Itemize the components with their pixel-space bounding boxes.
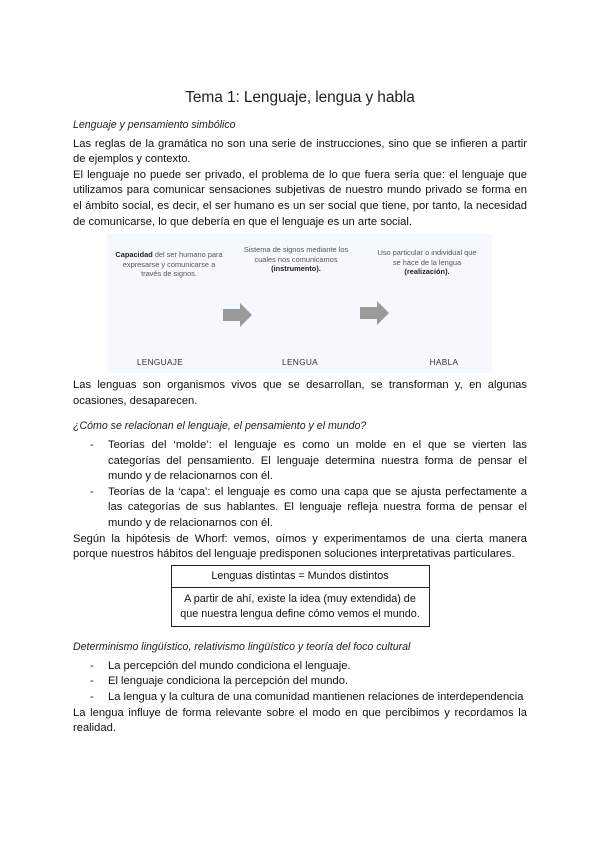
section-heading-lenguaje-pensamiento: Lenguaje y pensamiento simbólico bbox=[73, 119, 236, 131]
page-title: Tema 1: Lenguaje, lengua y habla bbox=[185, 89, 415, 106]
lenguaje-lengua-habla-diagram bbox=[107, 234, 492, 373]
document-body bbox=[73, 118, 527, 737]
table-body-cell: A partir de ahí, existe la idea (muy extendida) de que nuestra lengua define cómo vemos el mundo. bbox=[180, 592, 420, 621]
list-item: - El lenguaje condiciona la percepción del mundo. bbox=[73, 674, 527, 690]
list-item: - Teorías del ‘molde’: el lenguaje es como un molde en el que se vierten las categorías del pensamiento. El lenguaje determina nuestra forma de pensar el mundo y de relacionarnos con él. bbox=[73, 438, 527, 485]
diagram-label-lenguaje: LENGUAJE bbox=[136, 357, 184, 368]
diagram-bold-text: (instrumento). bbox=[271, 263, 321, 273]
section-heading-determinismo: Determinismo lingüístico, relativismo lingüístico y teoría del foco cultural bbox=[73, 641, 411, 654]
diagram-text: del ser humano para expresarse y comunicarse a través de signos. bbox=[122, 250, 223, 278]
teorias-list bbox=[73, 438, 527, 532]
diagram-col-habla bbox=[375, 248, 479, 276]
determinismo-list bbox=[73, 659, 527, 706]
right-arrow-icon bbox=[360, 301, 390, 325]
list-item: - Teorías de la ‘capa’: el lenguaje es como una capa que se ajusta perfectamente a las categorías de sus hablantes. El lenguaje refleja nuestra forma de pensar el mundo y de relacionarnos con él. bbox=[73, 485, 527, 532]
right-arrow-icon bbox=[223, 303, 253, 327]
paragraph-lenguaje-privado: El lenguaje no puede ser privado, el problema de lo que fuera sería que: el lenguaje que utilizamos para comunicar sensaciones subjetivas de nuestro mundo privado se forma en el ámbito social, es decir, el ser humano es un ser social que tiene, por tanto, la necesidad de comunicarse, lo que debería en que el lenguaje es un arte social. bbox=[73, 168, 527, 228]
section-heading-relacion: ¿Cómo se relacionan el lenguaje, el pensamiento y el mundo? bbox=[73, 420, 367, 433]
diagram-col-lenguaje bbox=[113, 250, 225, 278]
lenguas-mundos-table bbox=[171, 565, 430, 628]
list-item: - La lengua y la cultura de una comunidad mantienen relaciones de interdependencia bbox=[73, 690, 527, 706]
diagram-bold-text: (realización). bbox=[404, 266, 450, 276]
diagram-label-habla: HABLA bbox=[429, 357, 459, 368]
diagram-text: Sistema de signos mediante los cuales nos comunicamos bbox=[243, 245, 349, 264]
paragraph-whorf: Según la hipótesis de Whorf: vemos, oímos y experimentamos de una cierta manera porque nuestros hábitos del lenguaje predisponen soluciones interpretativas particulares. bbox=[73, 532, 527, 561]
diagram-bold-text: Capacidad bbox=[115, 250, 153, 260]
table-header-cell: Lenguas distintas = Mundos distintos bbox=[172, 566, 429, 588]
list-item: - La percepción del mundo condiciona el lenguaje. bbox=[73, 659, 527, 675]
diagram-text: Uso particular o individual que se hace de la lengua bbox=[377, 248, 477, 267]
paragraph-gramatica: Las reglas de la gramática no son una serie de instrucciones, sino que se infieren a partir de ejemplos y contexto. bbox=[73, 137, 527, 166]
diagram-col-lengua bbox=[243, 245, 349, 273]
diagram-label-lengua: LENGUA bbox=[282, 357, 318, 368]
paragraph-lenguas-organismos: Las lenguas son organismos vivos que se desarrollan, se transforman y, en algunas ocasiones, desaparecen. bbox=[73, 379, 527, 407]
paragraph-lengua-influye: La lengua influye de forma relevante sobre el modo en que percibimos y recordamos la realidad. bbox=[73, 706, 527, 735]
